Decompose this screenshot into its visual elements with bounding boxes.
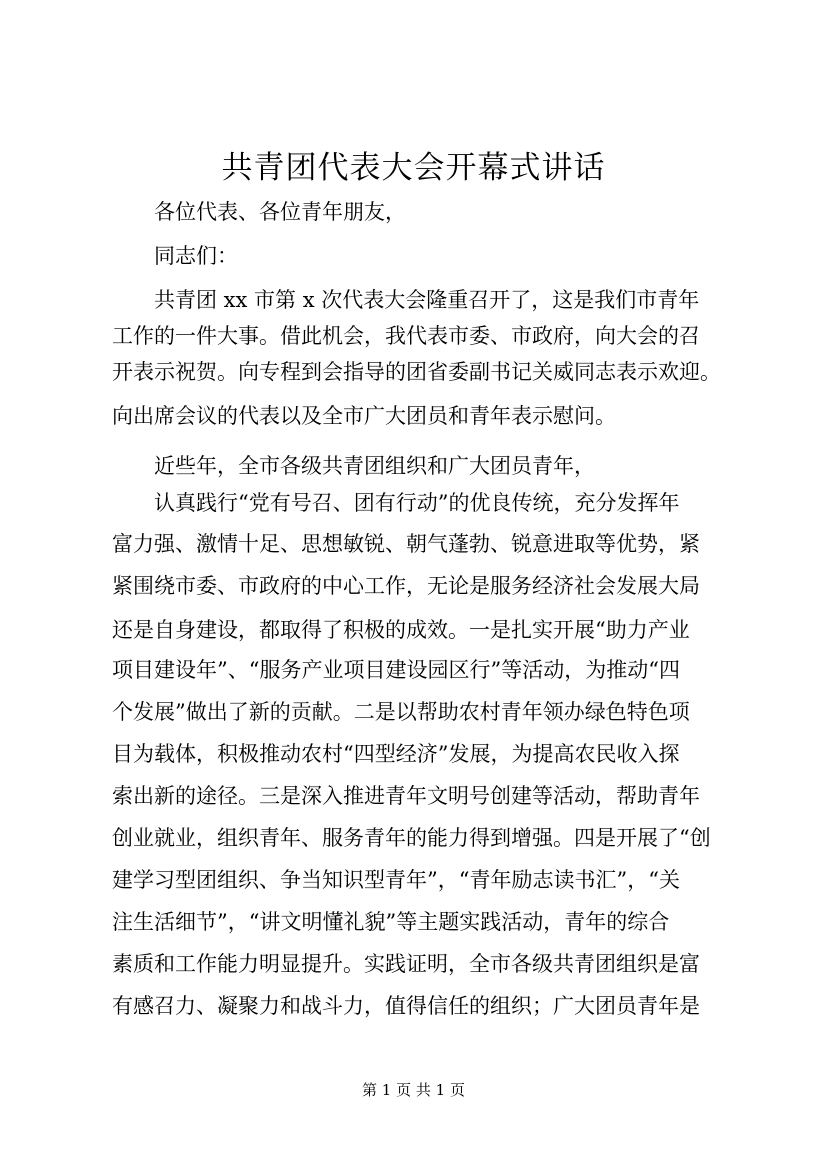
body-text-line: 有感召力、凝聚力和战斗力，值得信任的组织；广大团员青年是 — [112, 994, 700, 1018]
body-text-line: 向出席会议的代表以及全市广大团员和青年表示慰问。 — [112, 404, 616, 428]
body-text-line: 紧围绕市委、市政府的中心工作，无论是服务经济社会发展大局 — [112, 574, 700, 598]
body-text-line: 近些年，全市各级共青团组织和广大团员青年， — [154, 454, 595, 478]
body-text-line: 索出新的途径。三是深入推进青年文明号创建等活动，帮助青年 — [112, 784, 700, 808]
body-text-line: 项目建设年”、“服务产业项目建设园区行”等活动，为推动“四 — [112, 658, 680, 682]
body-text-line: 开表示祝贺。向专程到会指导的团省委副书记关威同志表示欢迎。 — [112, 360, 721, 384]
page-number-footer: 第 1 页 共 1 页 — [362, 1081, 465, 1099]
body-text-line: 个发展”做出了新的贡献。二是以帮助农村青年领办绿色特色项 — [112, 700, 690, 724]
body-text-line: 素质和工作能力明显提升。实践证明，全市各级共青团组织是富 — [112, 952, 700, 976]
body-text-line: 工作的一件大事。借此机会，我代表市委、市政府，向大会的召 — [112, 324, 700, 348]
body-text-line: 目为载体，积极推动农村“四型经济”发展，为提高农民收入探 — [112, 742, 680, 766]
salutation-line: 同志们： — [154, 244, 238, 268]
document-title: 共青团代表大会开幕式讲话 — [221, 150, 606, 186]
salutation-line: 各位代表、各位青年朋友， — [154, 200, 406, 224]
body-text-line: 富力强、激情十足、思想敏锐、朝气蓬勃、锐意进取等优势，紧 — [112, 532, 700, 556]
body-text-line: 建学习型团组织、争当知识型青年”，“青年励志读书汇”，“关 — [112, 868, 680, 892]
body-text-line: 注生活细节”，“讲文明懂礼貌”等主题实践活动，青年的综合 — [112, 910, 670, 934]
body-text-line: 认真践行“党有号召、团有行动”的优良传统，充分发挥年 — [154, 491, 680, 515]
body-text-line: 还是自身建设，都取得了积极的成效。一是扎实开展“助力产业 — [112, 618, 690, 642]
body-text-line: 共青团 xx 市第 x 次代表大会隆重召开了，这是我们市青年 — [154, 288, 700, 312]
body-text-line: 创业就业，组织青年、服务青年的能力得到增强。四是开展了“创 — [112, 826, 711, 850]
